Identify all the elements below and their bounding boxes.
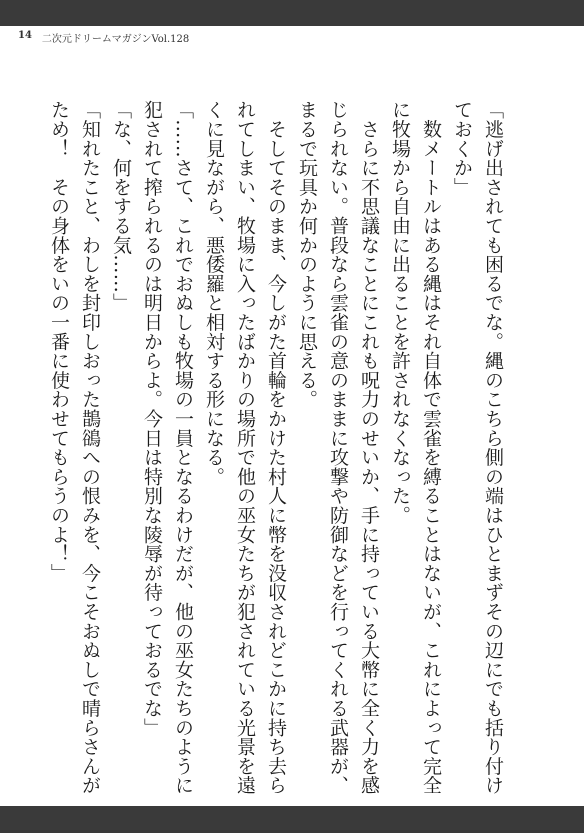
text-line: さらに不思議なことにこれも呪力のせいか、手に持っている大幣に全く力を感 (358, 100, 380, 795)
page-number: 14 (18, 30, 32, 41)
text-line: 「知れたこと、わしを封印しおった鵲鵒への恨みを、今こそおぬしで晴らさんが (79, 100, 101, 795)
text-line: 「逃げ出されても困るでな。縄のこちら側の端はひとまずその辺にでも括り付け (482, 100, 504, 795)
text-line: くに見ながら、悪倭羅と相対する形になる。 (203, 100, 225, 486)
text-line: そしてそのまま、今しがた首輪をかけた村人に幣を没収されどこかに持ち去ら (265, 100, 287, 795)
viewer-top-bar (0, 0, 584, 26)
text-line: 「な、何をする気……」 (110, 100, 132, 313)
viewer-bottom-bar (0, 806, 584, 833)
text-line: れてしまい、牧場に入ったばかりの場所で他の巫女たちが犯されている光景を遠 (234, 100, 256, 795)
text-line: に牧場から自由に出ることを許されなくなった。 (389, 100, 411, 525)
text-line: ため！ その身体をいの一番に使わせてもらうのよ！」 (48, 100, 70, 583)
text-line: まるで玩具か何かのように思える。 (296, 100, 318, 409)
running-header (18, 30, 189, 45)
publication-title: 二次元ドリームマガジンVol.128 (41, 34, 190, 45)
vertical-body-text (43, 100, 508, 795)
text-line: じられない。普段なら雲雀の意のままに攻撃や防御などを行ってくれる武器が、 (327, 100, 349, 795)
text-line: 犯されて搾られるのは明日からよ。今日は特別な陵辱が待っておるでな」 (141, 100, 163, 737)
text-line: 数メートルはある縄はそれ自体で雲雀を縛ることはないが、これによって完全 (420, 100, 442, 795)
text-line: ておくか」 (451, 100, 473, 197)
text-line: 「……さて、これでおぬしも牧場の一員となるわけだが、他の巫女たちのように (172, 100, 194, 795)
